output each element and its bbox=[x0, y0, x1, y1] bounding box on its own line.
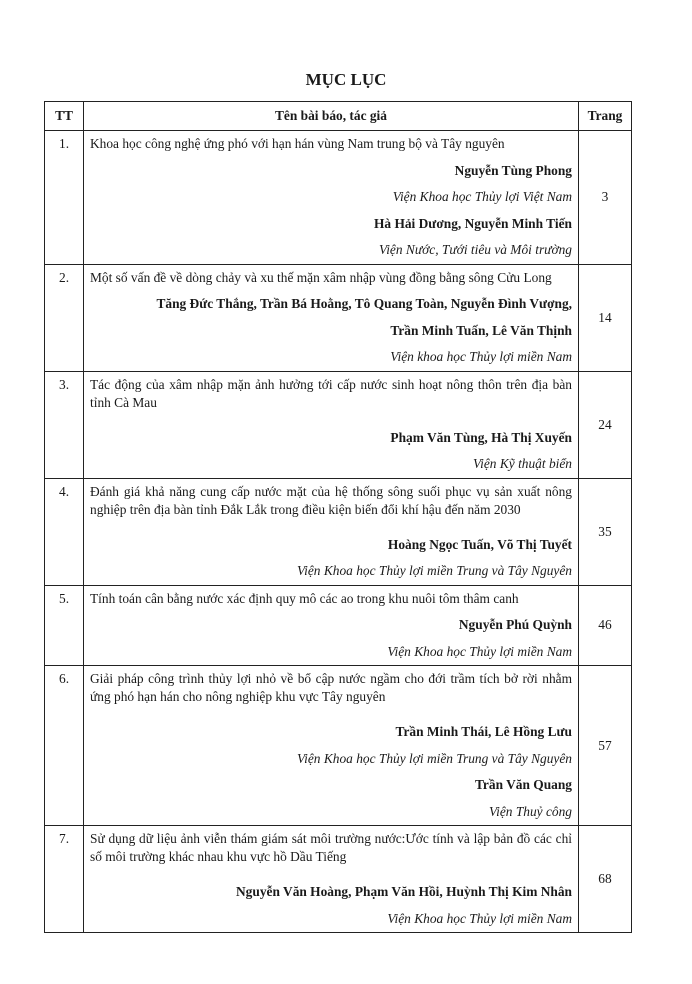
entry-institution: Viện Kỹ thuật biển bbox=[472, 456, 572, 471]
page-title: MỤC LỤC bbox=[305, 70, 387, 89]
entry-number: 6. bbox=[45, 666, 84, 826]
toc-table bbox=[44, 101, 632, 933]
table-row bbox=[45, 371, 632, 478]
table-row bbox=[45, 826, 632, 933]
entry-authors: Hà Hải Dương, Nguyễn Minh Tiến bbox=[373, 215, 572, 231]
entry-institution: Viện Khoa học Thủy lợi miền Trung và Tây Nguyên bbox=[296, 563, 572, 578]
entry-title: Sử dụng dữ liệu ảnh viễn thám giám sát môi trường nước:Ước tính và lập bản đồ các chỉ số môi trường khác nhau khu vực hồ Dầu Tiếng bbox=[90, 831, 572, 864]
table-header-row bbox=[45, 102, 632, 131]
entry-number: 3. bbox=[45, 371, 84, 478]
entry-authors: Trần Văn Quang bbox=[475, 777, 572, 792]
entry-page-number: 24 bbox=[579, 371, 632, 478]
entry-page-number: 3 bbox=[579, 131, 632, 265]
entry-page-number: 57 bbox=[579, 666, 632, 826]
entry-title: Giải pháp công trình thủy lợi nhỏ về bổ cập nước ngầm cho đới trầm tích bở rời nhằm ứng phó hạn hán cho nông nghiệp khu vực Tây nguyên bbox=[90, 671, 572, 704]
entry-institution: Viện Nước, Tưới tiêu và Môi trường bbox=[379, 242, 572, 257]
entry-number: 7. bbox=[45, 826, 84, 933]
entry-institution: Viện khoa học Thủy lợi miền Nam bbox=[390, 349, 572, 364]
entry-title: Khoa học công nghệ ứng phó với hạn hán vùng Nam trung bộ và Tây nguyên bbox=[90, 136, 505, 151]
header-page: Trang bbox=[579, 102, 632, 131]
entry-authors: Nguyễn Phú Quỳnh bbox=[458, 617, 572, 632]
entry-content bbox=[84, 666, 579, 826]
entry-authors: Nguyễn Tùng Phong bbox=[454, 162, 572, 178]
header-tt: TT bbox=[45, 102, 84, 131]
entry-number: 2. bbox=[45, 264, 84, 371]
entry-content bbox=[84, 478, 579, 585]
table-row bbox=[45, 478, 632, 585]
entry-authors: Phạm Văn Tùng, Hà Thị Xuyến bbox=[390, 429, 572, 445]
entry-institution: Viện Khoa học Thủy lợi miền Nam bbox=[387, 910, 572, 926]
entry-authors: Trần Minh Thái, Lê Hồng Lưu bbox=[395, 724, 572, 739]
entry-institution: Viện Khoa học Thủy lợi miền Nam bbox=[387, 643, 572, 659]
entry-institution: Viện Khoa học Thủy lợi Việt Nam bbox=[392, 189, 572, 204]
entry-institution: Viện Khoa học Thủy lợi miền Trung và Tây Nguyên bbox=[296, 750, 572, 766]
header-content: Tên bài báo, tác giả bbox=[84, 102, 579, 131]
toc-body bbox=[45, 131, 632, 933]
entry-authors: Nguyễn Văn Hoàng, Phạm Văn Hồi, Huỳnh Thị Kim Nhân bbox=[236, 884, 572, 899]
entry-page-number: 68 bbox=[579, 826, 632, 933]
entry-number: 1. bbox=[45, 131, 84, 265]
table-row bbox=[45, 666, 632, 826]
entry-title: Tác động của xâm nhập mặn ảnh hưởng tới cấp nước sinh hoạt nông thôn trên địa bàn tỉnh Cà Mau bbox=[90, 376, 572, 410]
entry-authors: Tăng Đức Thắng, Trần Bá Hoằng, Tô Quang Toàn, Nguyễn Đình Vượng, bbox=[156, 296, 572, 311]
entry-number: 4. bbox=[45, 478, 84, 585]
entry-content bbox=[84, 264, 579, 371]
entry-authors: Trần Minh Tuấn, Lê Văn Thịnh bbox=[390, 322, 572, 338]
entry-content bbox=[84, 826, 579, 933]
entry-institution: Viện Thuỷ công bbox=[488, 803, 572, 819]
entry-content bbox=[84, 585, 579, 666]
entry-page-number: 14 bbox=[579, 264, 632, 371]
entry-title: Đánh giá khả năng cung cấp nước mặt của hệ thống sông suối phục vụ sản xuất nông nghiệp trên địa bàn tỉnh Đắk Lắk trong điều kiện biến đổi khí hậu đến năm 2030 bbox=[90, 483, 572, 517]
entry-title: Một số vấn đề về dòng chảy và xu thế mặn xâm nhập vùng đồng bằng sông Cửu Long bbox=[90, 269, 552, 285]
entry-page-number: 46 bbox=[579, 585, 632, 666]
entry-content bbox=[84, 131, 579, 265]
entry-title: Tính toán cân bằng nước xác định quy mô các ao trong khu nuôi tôm thâm canh bbox=[90, 590, 519, 606]
table-row bbox=[45, 264, 632, 371]
table-row bbox=[45, 131, 632, 265]
entry-number: 5. bbox=[45, 585, 84, 666]
entry-page-number: 35 bbox=[579, 478, 632, 585]
table-row bbox=[45, 585, 632, 666]
entry-authors: Hoàng Ngọc Tuấn, Võ Thị Tuyết bbox=[387, 536, 572, 552]
entry-content bbox=[84, 371, 579, 478]
